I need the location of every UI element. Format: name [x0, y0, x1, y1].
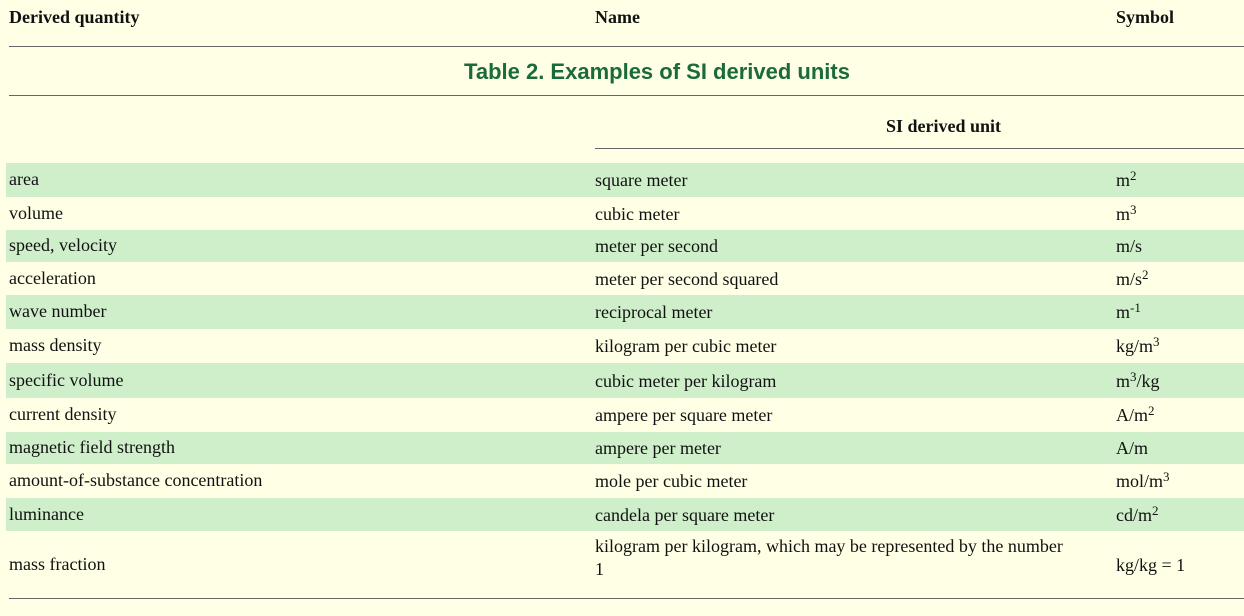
- symbol-exponent: -1: [1130, 300, 1141, 315]
- derived-quantity-cell: acceleration: [9, 267, 96, 288]
- table-row: [6, 498, 1244, 531]
- symbol-base: A/m: [1116, 405, 1149, 425]
- symbol-exponent: 3: [1163, 469, 1170, 484]
- table-row: [6, 531, 1244, 599]
- unit-name-cell: mole per cubic meter: [595, 471, 748, 491]
- unit-name-cell: kilogram per kilogram, which may be represented by the number 1: [595, 536, 1063, 579]
- header-symbol: Symbol: [1116, 7, 1175, 27]
- divider-top: [9, 46, 1244, 47]
- table-row: [6, 329, 1244, 363]
- symbol-base: m/s: [1116, 236, 1143, 256]
- derived-quantity-cell: volume: [9, 202, 63, 223]
- unit-symbol-cell: [1116, 336, 1160, 357]
- symbol-base: m: [1116, 370, 1131, 391]
- unit-symbol-cell: [1116, 170, 1137, 191]
- unit-symbol-cell: [1116, 471, 1170, 492]
- unit-name-cell: ampere per meter: [595, 438, 721, 458]
- si-derived-unit-header: SI derived unit: [886, 116, 1002, 136]
- table-row: [6, 197, 1244, 230]
- derived-quantity-cell: amount-of-substance concentration: [9, 470, 263, 490]
- table-row: [6, 432, 1244, 464]
- derived-quantity-cell: area: [9, 169, 39, 189]
- unit-name-cell: candela per square meter: [595, 504, 775, 525]
- derived-quantity-cell: wave number: [9, 301, 107, 321]
- table-title: Table 2. Examples of SI derived units: [464, 59, 850, 84]
- unit-name-cell: meter per second squared: [595, 268, 779, 289]
- table-row: [6, 262, 1244, 295]
- header-name: Name: [595, 7, 640, 27]
- units-table: [6, 163, 1244, 599]
- unit-symbol-cell: [1116, 201, 1137, 225]
- header-derived-quantity: Derived quantity: [9, 7, 140, 27]
- derived-quantity-cell: current density: [9, 404, 117, 424]
- symbol-base: m: [1116, 170, 1131, 190]
- unit-name-cell: cubic meter per kilogram: [595, 370, 777, 391]
- derived-quantity-cell: mass density: [9, 335, 102, 355]
- symbol-base: m: [1116, 203, 1131, 224]
- symbol-exponent: 2: [1152, 502, 1159, 518]
- symbol-exponent: 2: [1142, 266, 1149, 282]
- symbol-base: m: [1116, 302, 1131, 322]
- derived-quantity-cell: luminance: [9, 503, 84, 524]
- divider-subheader: [595, 148, 1244, 149]
- unit-name-cell: kilogram per cubic meter: [595, 336, 777, 356]
- unit-name-cell: reciprocal meter: [595, 302, 713, 322]
- divider-bottom: [9, 598, 1244, 599]
- table-row: [6, 163, 1244, 197]
- symbol-base: A/m: [1116, 438, 1149, 458]
- symbol-tail: /kg: [1136, 370, 1160, 391]
- unit-symbol-cell: [1116, 502, 1159, 526]
- unit-symbol-cell: [1116, 368, 1160, 392]
- table-row: [6, 363, 1244, 398]
- divider-title: [9, 95, 1244, 96]
- unit-name-cell: square meter: [595, 170, 688, 190]
- symbol-base: kg/kg = 1: [1116, 555, 1186, 575]
- derived-quantity-cell: specific volume: [9, 369, 124, 390]
- unit-name-cell: meter per second: [595, 236, 718, 256]
- table-row: [6, 398, 1244, 432]
- symbol-exponent: 3: [1153, 334, 1160, 349]
- symbol-exponent: 3: [1130, 368, 1137, 384]
- symbol-base: m/s: [1116, 268, 1143, 289]
- symbol-base: kg/m: [1116, 336, 1154, 356]
- derived-quantity-cell: speed, velocity: [9, 235, 117, 255]
- unit-symbol-cell: [1116, 555, 1185, 576]
- table-row: [6, 230, 1244, 262]
- unit-symbol-cell: [1116, 266, 1149, 290]
- symbol-exponent: 2: [1130, 168, 1137, 183]
- derived-quantity-cell: magnetic field strength: [9, 437, 175, 457]
- table-row: [6, 295, 1244, 329]
- symbol-exponent: 2: [1148, 403, 1155, 418]
- symbol-base: cd/m: [1116, 504, 1152, 525]
- table-row: [6, 464, 1244, 498]
- unit-symbol-cell: [1116, 405, 1155, 426]
- symbol-exponent: 3: [1130, 201, 1137, 217]
- derived-quantity-cell: mass fraction: [9, 554, 106, 574]
- unit-symbol-cell: [1116, 236, 1142, 257]
- unit-symbol-cell: [1116, 302, 1141, 323]
- unit-name-cell: cubic meter: [595, 203, 680, 224]
- unit-name-cell: ampere per square meter: [595, 405, 773, 425]
- unit-symbol-cell: [1116, 438, 1148, 459]
- symbol-base: mol/m: [1116, 471, 1164, 491]
